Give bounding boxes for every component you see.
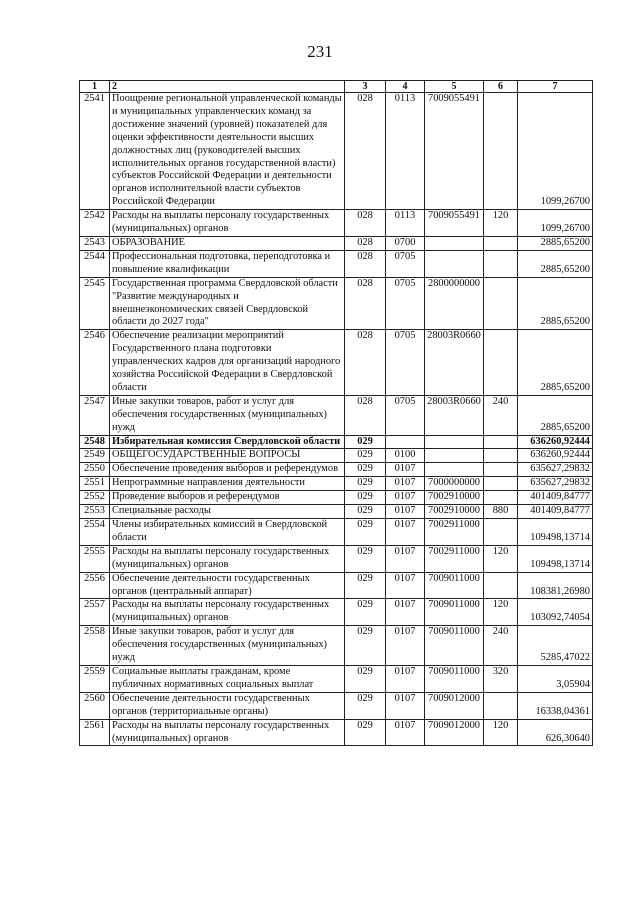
- row-expense-type: [484, 519, 518, 546]
- row-ministry-code: 029: [345, 719, 386, 746]
- row-section-code: 0107: [386, 545, 425, 572]
- row-name: Государственная программа Свердловской области "Развитие международных и внешнеэкономических связей Свердловской области до 2027 года": [110, 277, 345, 330]
- row-target-article: [425, 250, 484, 277]
- row-expense-type: [484, 491, 518, 505]
- row-expense-type: [484, 435, 518, 449]
- budget-table: [79, 80, 593, 746]
- row-name: ОБРАЗОВАНИЕ: [110, 236, 345, 250]
- row-number: 2554: [80, 519, 110, 546]
- row-section-code: 0107: [386, 491, 425, 505]
- table-row: [80, 93, 593, 210]
- row-number: 2542: [80, 210, 110, 237]
- column-header-4: 4: [386, 81, 425, 93]
- row-amount: 109498,13714: [518, 545, 593, 572]
- row-section-code: 0107: [386, 599, 425, 626]
- row-ministry-code: 029: [345, 626, 386, 666]
- row-ministry-code: 029: [345, 519, 386, 546]
- row-section-code: 0107: [386, 719, 425, 746]
- row-target-article: [425, 435, 484, 449]
- row-amount: 635627,29832: [518, 463, 593, 477]
- row-ministry-code: 028: [345, 93, 386, 210]
- row-section-code: 0107: [386, 477, 425, 491]
- row-amount: 626,30640: [518, 719, 593, 746]
- row-target-article: 7009011000: [425, 665, 484, 692]
- row-name: Обеспечение деятельности государственных органов (территориальные органы): [110, 692, 345, 719]
- row-amount: 2885,65200: [518, 250, 593, 277]
- row-amount: 1099,26700: [518, 93, 593, 210]
- row-section-code: 0107: [386, 692, 425, 719]
- row-expense-type: [484, 330, 518, 396]
- row-number: 2550: [80, 463, 110, 477]
- row-section-code: 0107: [386, 519, 425, 546]
- row-expense-type: [484, 236, 518, 250]
- row-name: Обеспечение деятельности государственных органов (центральный аппарат): [110, 572, 345, 599]
- table-row: [80, 449, 593, 463]
- row-amount: 2885,65200: [518, 236, 593, 250]
- row-section-code: 0107: [386, 463, 425, 477]
- row-target-article: 7009055491: [425, 210, 484, 237]
- row-name: Обеспечение реализации мероприятий Государственного плана подготовки управленческих кадров для организаций народного хозяйства Российской Федерации в Свердловской области: [110, 330, 345, 396]
- table-row: [80, 692, 593, 719]
- table-row: [80, 250, 593, 277]
- table-row: [80, 330, 593, 396]
- row-section-code: 0107: [386, 626, 425, 666]
- row-name: ОБЩЕГОСУДАРСТВЕННЫЕ ВОПРОСЫ: [110, 449, 345, 463]
- row-name: Расходы на выплаты персоналу государственных (муниципальных) органов: [110, 599, 345, 626]
- row-number: 2546: [80, 330, 110, 396]
- row-section-code: 0705: [386, 395, 425, 435]
- row-name: Профессиональная подготовка, переподготовка и повышение квалификации: [110, 250, 345, 277]
- row-number: 2556: [80, 572, 110, 599]
- row-target-article: 7009011000: [425, 572, 484, 599]
- row-amount: 108381,26980: [518, 572, 593, 599]
- row-name: Непрограммные направления деятельности: [110, 477, 345, 491]
- column-header-1: 1: [80, 81, 110, 93]
- row-amount: 103092,74054: [518, 599, 593, 626]
- row-expense-type: [484, 692, 518, 719]
- table-row: [80, 519, 593, 546]
- column-header-3: 3: [345, 81, 386, 93]
- row-expense-type: [484, 477, 518, 491]
- row-amount: 109498,13714: [518, 519, 593, 546]
- row-target-article: 28003R0660: [425, 330, 484, 396]
- table-row: [80, 210, 593, 237]
- row-amount: 635627,29832: [518, 477, 593, 491]
- table-row: [80, 236, 593, 250]
- row-section-code: 0100: [386, 449, 425, 463]
- row-target-article: [425, 236, 484, 250]
- row-number: 2557: [80, 599, 110, 626]
- row-ministry-code: 028: [345, 330, 386, 396]
- row-number: 2559: [80, 665, 110, 692]
- row-expense-type: 880: [484, 505, 518, 519]
- row-target-article: [425, 449, 484, 463]
- row-amount: 636260,92444: [518, 435, 593, 449]
- row-ministry-code: 029: [345, 449, 386, 463]
- table-row: [80, 435, 593, 449]
- table-row: [80, 599, 593, 626]
- row-expense-type: 240: [484, 395, 518, 435]
- row-name: Обеспечение проведения выборов и референдумов: [110, 463, 345, 477]
- row-ministry-code: 029: [345, 435, 386, 449]
- row-expense-type: [484, 277, 518, 330]
- row-name: Иные закупки товаров, работ и услуг для обеспечения государственных (муниципальных) нужд: [110, 626, 345, 666]
- page-number: 231: [307, 42, 333, 61]
- table-row: [80, 463, 593, 477]
- row-section-code: 0107: [386, 505, 425, 519]
- column-header-7: 7: [518, 81, 593, 93]
- row-amount: 5285,47022: [518, 626, 593, 666]
- row-number: 2560: [80, 692, 110, 719]
- row-amount: 2885,65200: [518, 277, 593, 330]
- row-amount: 2885,65200: [518, 395, 593, 435]
- row-number: 2558: [80, 626, 110, 666]
- row-number: 2555: [80, 545, 110, 572]
- row-target-article: 7002911000: [425, 545, 484, 572]
- row-number: 2549: [80, 449, 110, 463]
- row-number: 2545: [80, 277, 110, 330]
- row-number: 2544: [80, 250, 110, 277]
- row-target-article: 7009055491: [425, 93, 484, 210]
- table-row: [80, 719, 593, 746]
- row-section-code: 0107: [386, 665, 425, 692]
- row-expense-type: 320: [484, 665, 518, 692]
- row-name: Специальные расходы: [110, 505, 345, 519]
- row-section-code: 0113: [386, 93, 425, 210]
- row-expense-type: [484, 250, 518, 277]
- row-number: 2543: [80, 236, 110, 250]
- row-target-article: 2800000000: [425, 277, 484, 330]
- table-body: [80, 93, 593, 746]
- table-row: [80, 477, 593, 491]
- row-name: Члены избирательных комиссий в Свердловской области: [110, 519, 345, 546]
- row-expense-type: [484, 572, 518, 599]
- row-expense-type: [484, 93, 518, 210]
- row-amount: 401409,84777: [518, 505, 593, 519]
- row-expense-type: [484, 449, 518, 463]
- row-expense-type: [484, 463, 518, 477]
- row-target-article: 28003R0660: [425, 395, 484, 435]
- row-section-code: 0700: [386, 236, 425, 250]
- table-row: [80, 626, 593, 666]
- row-target-article: 7009012000: [425, 719, 484, 746]
- row-section-code: 0705: [386, 330, 425, 396]
- row-expense-type: 120: [484, 599, 518, 626]
- row-amount: 2885,65200: [518, 330, 593, 396]
- row-amount: 636260,92444: [518, 449, 593, 463]
- row-name: Расходы на выплаты персоналу государственных (муниципальных) органов: [110, 719, 345, 746]
- table-row: [80, 505, 593, 519]
- row-section-code: 0113: [386, 210, 425, 237]
- table-row: [80, 277, 593, 330]
- row-amount: 401409,84777: [518, 491, 593, 505]
- row-section-code: 0705: [386, 277, 425, 330]
- row-number: 2552: [80, 491, 110, 505]
- row-ministry-code: 029: [345, 572, 386, 599]
- row-ministry-code: 029: [345, 599, 386, 626]
- row-amount: 3,05904: [518, 665, 593, 692]
- row-target-article: 7009011000: [425, 599, 484, 626]
- row-ministry-code: 028: [345, 210, 386, 237]
- row-ministry-code: 029: [345, 491, 386, 505]
- column-header-2: 2: [110, 81, 345, 93]
- row-target-article: 7000000000: [425, 477, 484, 491]
- row-number: 2541: [80, 93, 110, 210]
- table-header-row: [80, 81, 593, 93]
- row-ministry-code: 028: [345, 250, 386, 277]
- row-name: Избирательная комиссия Свердловской области: [110, 435, 345, 449]
- row-ministry-code: 028: [345, 277, 386, 330]
- row-expense-type: 120: [484, 210, 518, 237]
- table-row: [80, 545, 593, 572]
- row-ministry-code: 028: [345, 395, 386, 435]
- row-ministry-code: 029: [345, 505, 386, 519]
- row-amount: 1099,26700: [518, 210, 593, 237]
- row-ministry-code: 029: [345, 545, 386, 572]
- row-ministry-code: 029: [345, 692, 386, 719]
- row-name: Поощрение региональной управленческой команды и муниципальных управленческих команд за достижение значений (уровней) показателей для оценки эффективности деятельности высших должностных лиц (руководителей высших исполнительных органов государственной власти) субъектов Российской Федерации и деятельности органов исполнительной власти субъектов Российской Федерации: [110, 93, 345, 210]
- row-name: Проведение выборов и референдумов: [110, 491, 345, 505]
- row-name: Расходы на выплаты персоналу государственных (муниципальных) органов: [110, 545, 345, 572]
- row-expense-type: 240: [484, 626, 518, 666]
- row-target-article: 7002911000: [425, 519, 484, 546]
- row-section-code: [386, 435, 425, 449]
- row-section-code: 0107: [386, 572, 425, 599]
- row-ministry-code: 028: [345, 236, 386, 250]
- row-name: Социальные выплаты гражданам, кроме публичных нормативных социальных выплат: [110, 665, 345, 692]
- table-row: [80, 572, 593, 599]
- row-target-article: 7009011000: [425, 626, 484, 666]
- row-ministry-code: 029: [345, 477, 386, 491]
- row-target-article: 7009012000: [425, 692, 484, 719]
- table-row: [80, 491, 593, 505]
- row-number: 2553: [80, 505, 110, 519]
- row-number: 2547: [80, 395, 110, 435]
- column-header-6: 6: [484, 81, 518, 93]
- table-row: [80, 665, 593, 692]
- row-number: 2551: [80, 477, 110, 491]
- row-target-article: [425, 463, 484, 477]
- row-target-article: 7002910000: [425, 491, 484, 505]
- row-target-article: 7002910000: [425, 505, 484, 519]
- row-number: 2548: [80, 435, 110, 449]
- row-section-code: 0705: [386, 250, 425, 277]
- row-ministry-code: 029: [345, 463, 386, 477]
- row-expense-type: 120: [484, 545, 518, 572]
- row-amount: 16338,04361: [518, 692, 593, 719]
- table-row: [80, 395, 593, 435]
- column-header-5: 5: [425, 81, 484, 93]
- row-name: Иные закупки товаров, работ и услуг для обеспечения государственных (муниципальных) нужд: [110, 395, 345, 435]
- row-expense-type: 120: [484, 719, 518, 746]
- row-number: 2561: [80, 719, 110, 746]
- row-ministry-code: 029: [345, 665, 386, 692]
- row-name: Расходы на выплаты персоналу государственных (муниципальных) органов: [110, 210, 345, 237]
